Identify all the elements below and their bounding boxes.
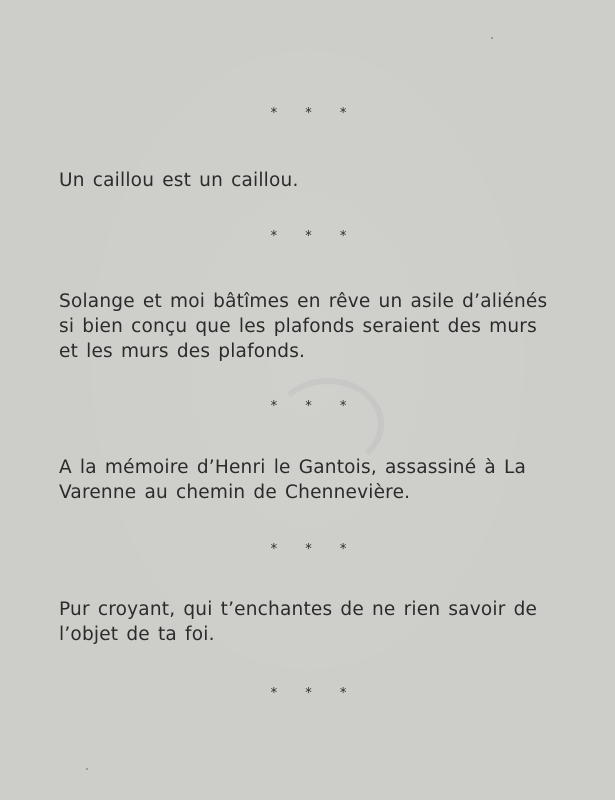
section-separator: * * * [270, 106, 359, 121]
paper-speck [86, 768, 88, 770]
section-separator: * * * [270, 399, 359, 414]
paragraph-2: Solange et moi bâtîmes en rêve un asile d’aliénés si bien conçu que les plafonds seraient des murs et les murs des plafonds. [59, 291, 548, 362]
section-separator: * * * [270, 542, 359, 557]
section-separator: * * * [270, 686, 359, 701]
paper-speck [491, 37, 493, 39]
paragraph-4: Pur croyant, qui t’enchantes de ne rien savoir de l’objet de ta foi. [59, 599, 538, 645]
section-separator: * * * [270, 229, 359, 244]
paragraph-3: A la mémoire d’Henri le Gantois, assassiné à La Varenne au chemin de Chennevière. [59, 457, 527, 503]
paragraph-1: Un caillou est un caillou. [59, 170, 299, 191]
